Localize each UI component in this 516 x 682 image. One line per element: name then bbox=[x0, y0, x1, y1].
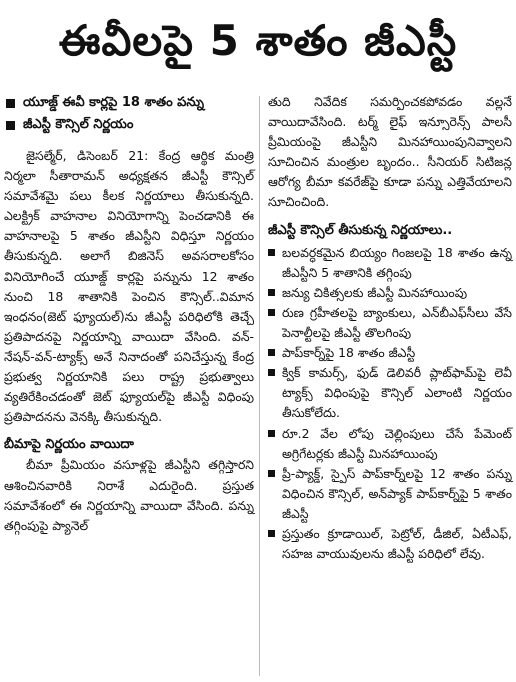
lead-paragraph bbox=[4, 146, 254, 427]
continued-paragraph bbox=[268, 92, 512, 213]
list-item: పాప్‌కార్న్‌పై 18 శాతం జీఎస్టీ bbox=[268, 343, 512, 363]
subhead-2-text: జీఎస్టీ కౌన్సిల్ నిర్ణయం bbox=[23, 117, 134, 132]
section-heading-decisions: జీఎస్టీ కౌన్సిల్ తీసుకున్న నిర్ణయాలు.. bbox=[268, 222, 453, 238]
square-bullet-icon bbox=[268, 430, 275, 437]
square-bullet-icon bbox=[6, 99, 15, 108]
column-divider bbox=[259, 96, 260, 676]
list-item: క్విక్ కామర్స్, ఫుడ్ డెలివరీ ప్లాట్‌ఫామ్‌పై లెవీ ట్యాక్స్ విధింపుపై కౌన్సిల్ ఎలాంటి నిర్ణయం తీసుకోలేదు. bbox=[268, 363, 512, 423]
insurance-paragraph-text: బీమా ప్రీమియం వసూళ్లపై జీఎస్టీని తగ్గిస్తారని ఆశించినవారికి నిరాశే ఎదురైంది. ప్రస్తుత సమావేశంలో ఈ నిర్ణయాన్ని వాయిదా వేసింది. పన్ను తగ్గింపుపై ప్యానెల్ bbox=[4, 457, 254, 533]
list-item: రుణ గ్రహీతలపై బ్యాంకులు, ఎన్‌బీఎఫ్‌సీలు వేసే పెనాల్టీలపై జీఎస్టీ తొలగింపు bbox=[268, 303, 512, 343]
continued-paragraph-text: తుది నివేదిక సమర్పించకపోవడం వల్లనే వాయిదావేసింది. టర్మ్ లైఫ్ ఇన్సూరెన్స్ పాలసీ ప్రీమియంపై జీఎస్టీని మినహాయింపునివ్వాలని సూచించిన మంత్రుల బృందం.. సీనియర్ సిటిజన్ల ఆరోగ్య బీమా కవరేజ్‌పై కూడా పన్ను ఎత్తివేయాలని సూచించింది. bbox=[268, 94, 512, 210]
square-bullet-icon bbox=[268, 530, 275, 537]
insurance-paragraph bbox=[4, 455, 254, 535]
list-item: బలవర్ధకమైన బియ్యం గింజలపై 18 శాతం ఉన్న జీఎస్టీని 5 శాతానికి తగ్గింపు bbox=[268, 243, 512, 283]
list-item: రూ.2 వేల లోపు చెల్లింపులు చేసే పేమెంట్ అగ్రిగేటర్లకు జీఎస్టీ మినహాయింపు bbox=[268, 424, 512, 464]
square-bullet-icon bbox=[268, 349, 275, 356]
subhead-1 bbox=[6, 92, 254, 114]
square-bullet-icon bbox=[268, 369, 275, 376]
subhead-1-text: యూజ్డ్ ఈవీ కార్లపై 18 శాతం పన్ను bbox=[23, 95, 204, 110]
lead-paragraph-text: జైసల్మేర్, డిసెంబర్ 21: కేంద్ర ఆర్థిక మంత్రి నిర్మలా సీతారామన్ అధ్యక్షతన జీఎస్టీ కౌన్సిల్ సమావేశమై పలు కీలక నిర్ణయాలు తీసుకున్నది. ఎలక్ట్రిక్ వాహనాల వినియోగాన్ని పెంచడానికి ఈ వాహనాలపై 5 శాతం జీఎస్టీని విధిస్తూ నిర్ణయం తీసుకున్నది. అలాగే బిజినెస్ అవసరాలకోసం వినియోగించే యూజ్డ్ కార్లపై పన్నును 12 శాతం నుంచి 18 శాతానికి పెంచిన కౌన్సిల్..విమాన ఇంధనం(జెట్ ఫ్యూయల్)ను జీఎస్టీ పరిధిలోకి తెచ్చే ప్రతిపాదనపై నిర్ణయాన్ని వాయిదా వేసింది. వన్-నేషన్-వన్-ట్యాక్స్ అనే నినాదంతో పనిచేస్తున్న కేంద్ర ప్రభుత్వ నిర్ణయానికి పలు రాష్ట్ర ప్రభుత్వాలు వ్యతిరేకించడంతో జెట్ ఫ్యూయల్‌పై జీఎస్టీ విధింపు ప్రతిపాదనను వెనక్కి తీసుకున్నది. bbox=[4, 148, 254, 425]
list-item: ప్రస్తుతం క్రూడాయిల్, పెట్రోల్, డీజిల్, ఏటీఎఫ్, సహజ వాయువులను జీఎస్టీ పరిధిలో లేవు. bbox=[268, 524, 512, 564]
headline: ఈవీలపై 5 శాతం జీఎస్టీ bbox=[58, 16, 458, 65]
square-bullet-icon bbox=[6, 121, 15, 130]
decisions-list bbox=[268, 243, 512, 565]
square-bullet-icon bbox=[268, 309, 275, 316]
right-column bbox=[268, 92, 512, 682]
list-item: ప్రీ-ప్యాక్డ్, స్పైస్ పాప్‌కార్న్‌లపై 12 శాతం పన్ను విధించిన కౌన్సిల్, అన్‌ప్యాక్ పాప్‌కార్న్‌పై 5 శాతం జీఎస్టీ bbox=[268, 464, 512, 524]
square-bullet-icon bbox=[268, 289, 275, 296]
section-heading-insurance: బీమాపై నిర్ణయం వాయిదా bbox=[4, 437, 134, 453]
left-column bbox=[4, 92, 254, 682]
list-item: జన్యు చికిత్సలకు జీఎస్టీ మినహాయింపు bbox=[268, 283, 512, 303]
square-bullet-icon bbox=[268, 470, 275, 477]
subhead-2 bbox=[6, 114, 254, 136]
square-bullet-icon bbox=[268, 249, 275, 256]
